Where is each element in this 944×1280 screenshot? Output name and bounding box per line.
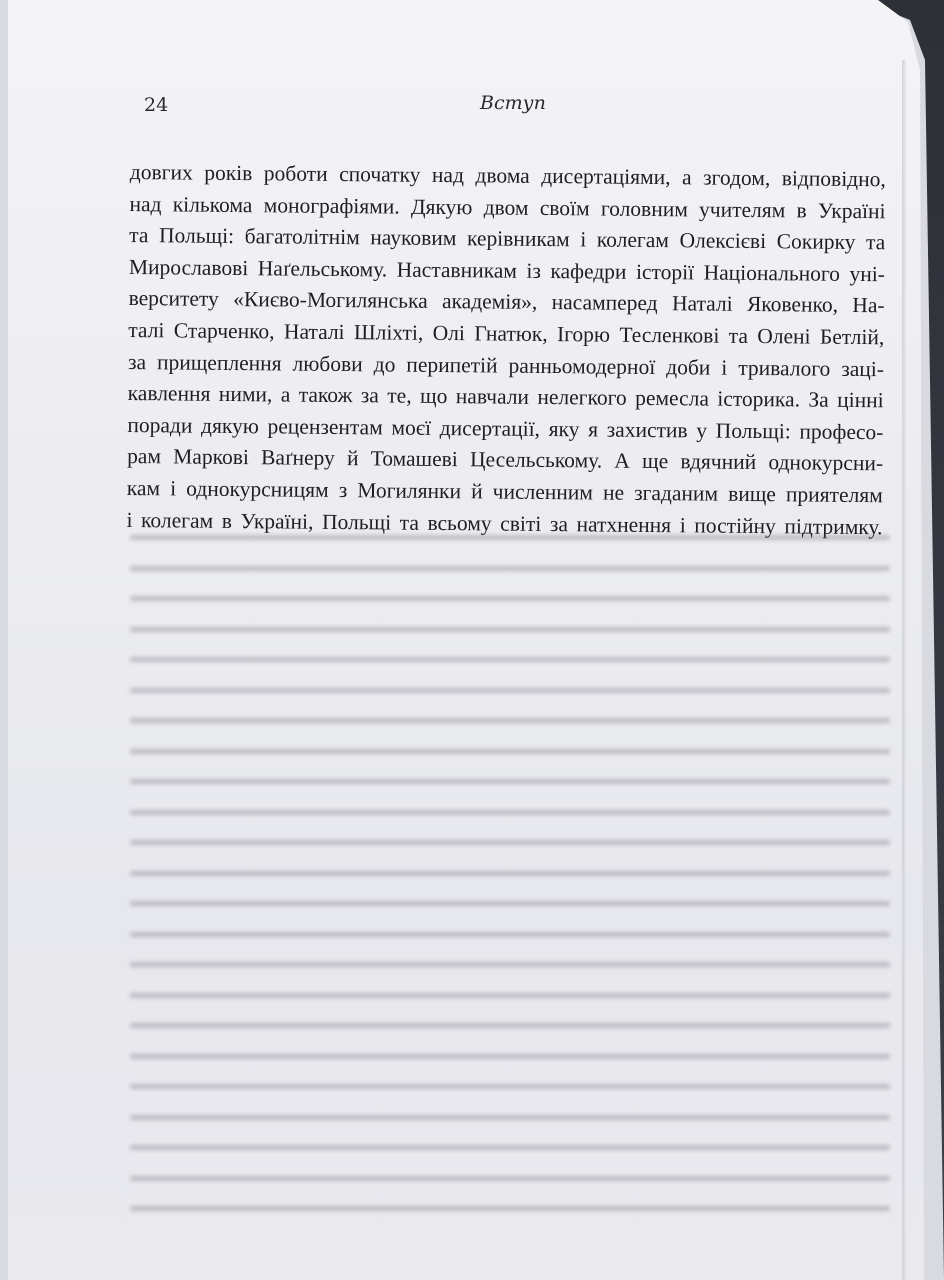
body-paragraph [126,157,890,543]
running-head: Вступ [480,92,546,114]
blurred-line [130,1115,890,1120]
blurred-line [130,1145,890,1150]
blurred-line [130,993,890,998]
page-edge [902,60,906,1280]
text-line: верситету «Києво-Могилянська академія», насамперед Наталі Яковенко, На- [128,286,885,318]
text-line: поради дякую рецензентам моєї дисертації, яку я захистив у Польщі: профeсо- [127,412,884,444]
text-line: над кількома монографіями. Дякую двом своїм головним учителям в Україні [129,191,886,223]
blurred-line [130,627,890,632]
blurred-line [130,1023,890,1028]
blurred-line [130,1054,890,1059]
blurred-line [130,688,890,693]
blurred-line [130,596,890,601]
text-line: талі Старченко, Наталі Шліхті, Олі Гнатюк, Ігорю Тесленкові та Олені Бетлій, [128,317,885,350]
blurred-line [130,901,890,906]
blurred-line [130,1176,890,1181]
text-line: кам і однокурсницям з Могилянки й численним не згаданим вище приятелям [126,475,883,508]
blurred-line [130,1084,890,1089]
blurred-line [130,871,890,876]
blurred-line [130,657,890,662]
blurred-line [130,566,890,571]
blurred-line [130,779,890,784]
blurred-line [130,749,890,754]
blurred-line [130,962,890,967]
blurred-line [130,718,890,723]
text-line: та Польщі: багатолітнім науковим керівникам і колегам Олексієві Сокирку та [129,223,886,255]
text-line: і колегам в Україні, Польщі та всьому світі за натхнення і постійну підтримку. [126,507,883,539]
text-line: рам Маркові Ваґнеру й Томашеві Цесельському. А ще вдячний однокурсни- [127,444,884,476]
blurred-line [130,810,890,815]
text-line: за прищеплення любови до перипетій ранньомодерної доби і тривалого заці- [127,349,885,381]
text-line: Мирославові Наґельському. Наставникам із кафедри історії Національного уні- [128,254,886,287]
blurred-line [130,840,890,845]
blurred-out-text [130,535,890,1255]
blurred-line [130,932,890,937]
page-number: 24 [144,94,169,116]
blurred-line [130,1206,890,1211]
blurred-line [130,535,890,540]
text-line: довгих років роботи спочатку над двома дисертаціями, а згодом, відповідно, [129,159,886,192]
text-line: кавлення ними, а також за те, що навчали нелегкого ремесла історика. За цінні [127,381,884,413]
